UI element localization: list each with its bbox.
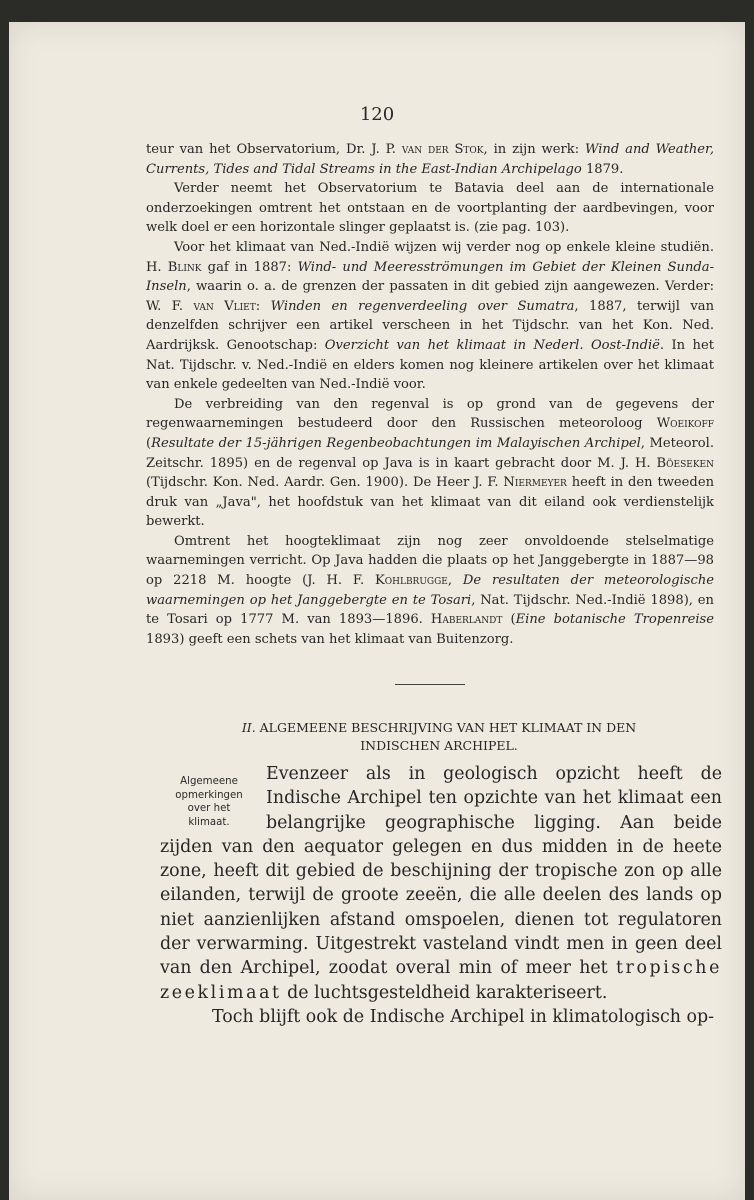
section-title-line-2: INDISCHEN ARCHIPEL. xyxy=(360,738,518,753)
author-name: van der Stok xyxy=(401,142,484,157)
book-title: Wind and Weather, Currents, Tides and Tidal Streams in the East-Indian Archipelago xyxy=(146,142,715,177)
book-title: Resultate der 15-jährigen Regenbeobachtungen im Malayischen Archipel xyxy=(151,435,641,451)
book-title: Winden en regenverdeeling over Sumatra xyxy=(270,298,575,314)
page-number: 120 xyxy=(359,104,395,125)
author-name: Kohlbrugge xyxy=(374,573,448,589)
paragraph-2: Verder neemt het Observatorium te Batavia deel aan de internationale onderzoekingen omtrent het ontstaan en de voortplanting der aardbevingen, voor welk doel er een horizontale slinger geplaatst is. (zie pag. 103). xyxy=(146,181,714,236)
section-divider xyxy=(395,684,465,685)
book-page xyxy=(9,22,745,1200)
paragraph-5: Omtrent het hoogteklimaat zijn nog zeer onvoldoende stelselmatige waarnemingen verricht. Op Java hadden die plaats op het Janggebergte in 1887—98 op 2218 M. hoogte (J. H. F. Kohlbrugge, De resultaten der meteorologische waarnemingen op het Janggebergte en te Tosari, Nat. Tijdschr. Ned.-Indië 1898), en te Tosari op 1777 M. van 1893—1896. Haberlandt (Eine botanische Tropenreise 1893) geeft een schets van het klimaat van Buitenzorg. xyxy=(146,533,714,647)
body-text xyxy=(146,140,714,649)
section-paragraph-1: Evenzeer als in geologisch opzicht heeft de Indische Archipel ten opzichte van het klimaat een belangrijke geographische ligging. Aan beide zijden van den aequator gelegen en dus midden in de heete zone, heeft dit gebied de beschijning der tropische zon op alle eilanden, terwijl de groote zeeën, die alle deelen des lands op niet aanzienlijken afstand omspoelen, dienen tot regulatoren der verwarming. Uitgestrekt vasteland vindt men in geen deel van den Archipel, zoodat overal min of meer het tropische zeeklimaat de luchtsgesteldheid karakteriseert. xyxy=(160,764,722,1003)
margin-note: Algemeene opmerkingen over het klimaat. xyxy=(175,776,243,828)
section-number: II. xyxy=(241,720,256,735)
section-heading xyxy=(159,719,719,755)
paragraph-1: teur van het Observatorium, Dr. J. P. van der Stok, in zijn werk: Wind and Weather, Currents, Tides and Tidal Streams in the East-Indian Archipelago 1879. xyxy=(146,142,715,177)
author-name: van Vliet xyxy=(193,298,256,314)
book-title: De resultaten der meteorologische waarnemingen op het Janggebergte en te Tosari xyxy=(146,573,714,608)
section-paragraph-2: Toch blijft ook de Indische Archipel in klimatologisch op- xyxy=(212,1006,714,1027)
paragraph-4: De verbreiding van den regenval is op grond van de gegevens der regenwaarnemingen bestudeerd door den Russischen meteoroloog Woeikoff (Resultate der 15-jährigen Regenbeobachtungen im Malayischen Archipel, Meteorol. Zeitschr. 1895) en de regenval op Java is in kaart gebracht door M. J. H. Böeseken (Tijdschr. Kon. Ned. Aardr. Gen. 1900). De Heer J. F. Niermeyer heeft in den tweeden druk van „Java", het hoofdstuk van het klimaat van dit eiland ook verdienstelijk bewerkt. xyxy=(146,396,714,530)
author-name: Haberlandt xyxy=(430,612,503,628)
section-body xyxy=(160,762,722,1029)
book-title: Wind- und Meeresströmungen im Gebiet der Kleinen Sunda-Inseln xyxy=(146,259,714,295)
author-name: Niermeyer xyxy=(503,475,567,491)
author-name: Woeikoff xyxy=(656,416,714,432)
author-name: Blink xyxy=(167,259,202,275)
book-title: Overzicht van het klimaat in Nederl. Oost-Indië xyxy=(324,337,660,353)
paragraph-3: Voor het klimaat van Ned.-Indië wijzen wij verder nog op enkele kleine studiën. H. Blink gaf in 1887: Wind- und Meeresströmungen im Gebiet der Kleinen Sunda-Inseln, waarin o. a. de grenzen der passaten in dit gebied zijn aangewezen. Verder: W. F. van Vliet: Winden en regenverdeeling over Sumatra, 1887, terwijl van denzelfden schrijver een artikel verscheen in het Tijdschr. van het Kon. Ned. Aardrijksk. Genootschap: Overzicht van het klimaat in Nederl. Oost-Indië. In het Nat. Tijdschr. v. Ned.-Indië en elders komen nog kleinere artikelen over het klimaat van enkele gedeelten van Ned.-Indië voor. xyxy=(146,239,714,393)
emphasized-term: tropische zeeklimaat xyxy=(160,958,722,1003)
author-name: Böeseken xyxy=(656,455,714,471)
book-title: Eine botanische Tropenreise xyxy=(515,612,714,628)
section-title-line-1: ALGEMEENE BESCHRIJVING VAN HET KLIMAAT IN DEN xyxy=(259,720,637,735)
